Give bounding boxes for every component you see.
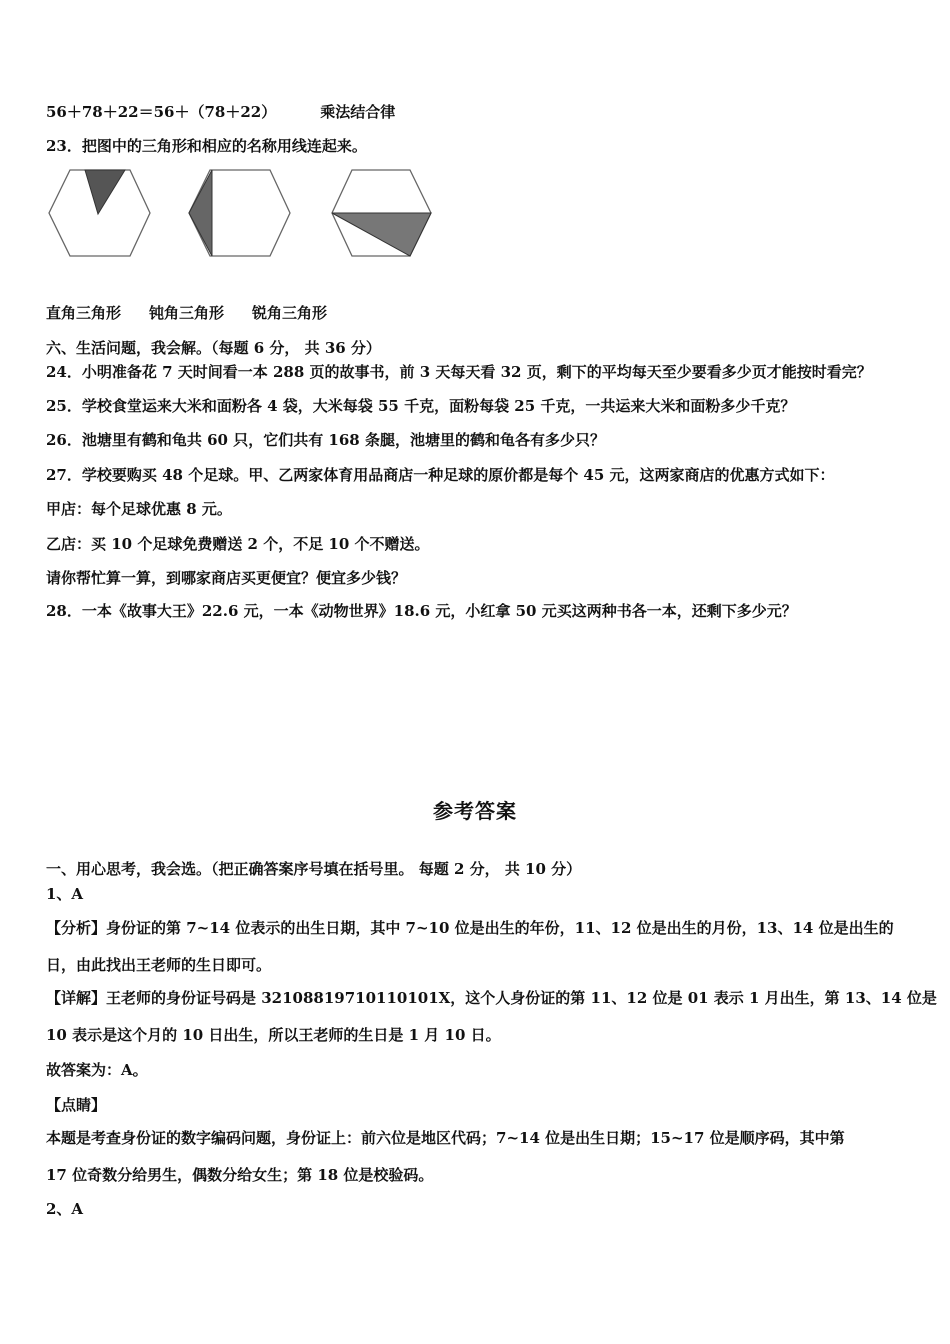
note-line-1: 本题是考查身份证的数字编码问题，身份证上：前六位是地区代码；7~14 位是出生日期；15~17 位是顺序码，其中第 <box>46 1129 845 1147</box>
q27-shop-b: 乙店：买 10 个足球免费赠送 2 个，不足 10 个不赠送。 <box>46 535 430 553</box>
hexagon-figure-obtuse <box>332 170 431 256</box>
answers-section-1: 一、用心思考，我会选。（把正确答案序号填在括号里。 每题 2 分， 共 10 分） <box>46 860 582 878</box>
analysis-line-1: 【分析】身份证的第 7~14 位表示的出生日期，其中 7~10 位是出生的年份，11、12 位是出生的月份，13、14 位是出生的 <box>46 919 894 937</box>
final-answer: 故答案为：A。 <box>46 1061 148 1079</box>
hexagon-figure-acute <box>49 170 150 256</box>
name-obtuse-triangle: 钝角三角形 <box>149 304 225 322</box>
q22-tail-row <box>46 102 395 122</box>
q27-shop-a: 甲店：每个足球优惠 8 元。 <box>46 500 232 518</box>
hexagon-figure-right <box>189 170 290 256</box>
name-acute-triangle: 锐角三角形 <box>252 304 328 322</box>
detail-line-2: 10 表示是这个月的 10 日出生，所以王老师的生日是 1 月 10 日。 <box>46 1026 501 1044</box>
q27-ask: 请你帮忙算一算，到哪家商店买更便宜？便宜多少钱？ <box>46 569 407 587</box>
q24: 24．小明准备花 7 天时间看一本 288 页的故事书，前 3 天每天看 32 页，剩下的平均每天至少要看多少页才能按时看完？ <box>46 363 872 381</box>
dianjing-heading: 【点睛】 <box>46 1096 107 1114</box>
detail-line-1: 【详解】王老师的身份证号码是 32108819710110101X，这个人身份证的第 11、12 位是 01 表示 1 月出生，第 13、14 位是 <box>46 989 937 1007</box>
triangle-names-row <box>46 303 327 323</box>
q25: 25．学校食堂运来大米和面粉各 4 袋，大米每袋 55 千克，面粉每袋 25 千克，一共运来大米和面粉多少千克？ <box>46 397 796 415</box>
q23-question: 23．把图中的三角形和相应的名称用线连起来。 <box>46 137 367 155</box>
q26: 26．池塘里有鹤和龟共 60 只，它们共有 168 条腿，池塘里的鹤和龟各有多少只？ <box>46 431 605 449</box>
q28: 28．一本《故事大王》22.6 元，一本《动物世界》18.6 元，小红拿 50 元买这两种书各一本，还剩下多少元？ <box>46 602 797 620</box>
q22-law: 乘法结合律 <box>320 103 396 121</box>
name-right-triangle: 直角三角形 <box>46 304 122 322</box>
answers-title: 参考答案 <box>433 799 517 823</box>
answer-1-label: 1、A <box>46 885 84 903</box>
section-6-heading: 六、生活问题，我会解。（每题 6 分， 共 36 分） <box>46 339 381 357</box>
analysis-line-2: 日，由此找出王老师的生日即可。 <box>46 956 272 974</box>
answer-2-label: 2、A <box>46 1200 84 1218</box>
q27: 27．学校要购买 48 个足球。甲、乙两家体育用品商店一种足球的原价都是每个 45 元，这两家商店的优惠方式如下： <box>46 466 835 484</box>
note-line-2: 17 位奇数分给男生，偶数分给女生；第 18 位是校验码。 <box>46 1166 434 1184</box>
hexagon-figures <box>40 162 460 262</box>
q22-expression: 56＋78＋22＝56＋（78＋22） <box>46 103 277 121</box>
